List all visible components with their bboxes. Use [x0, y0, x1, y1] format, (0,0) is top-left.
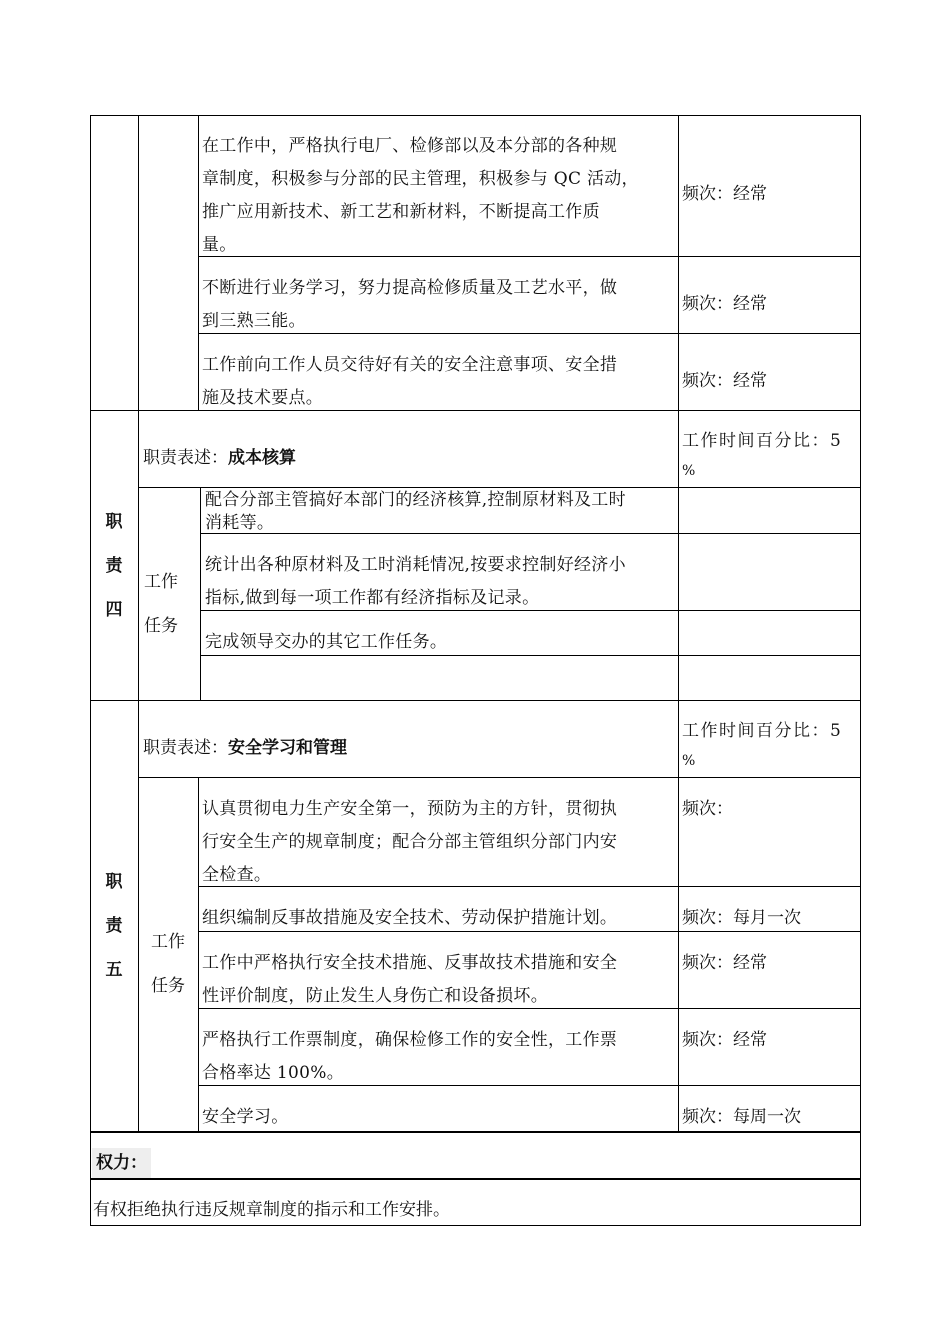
authority-label: 权力：	[92, 1148, 151, 1178]
task-frequency: 频次：每月一次	[682, 908, 801, 928]
duty-label: 职 责 五	[105, 872, 123, 980]
task-frequency: 频次：经常	[682, 184, 767, 204]
duty-description: 职责表述：安全学习和管理	[143, 738, 347, 758]
row-line	[138, 777, 861, 778]
col-divider-2c	[198, 778, 199, 1132]
task-text: 认真贯彻电力生产安全第一，预防为主的方针，贯彻执 行安全生产的规章制度；配合分部主管组织分部门内安 全检查。	[202, 799, 618, 885]
col-divider-3	[678, 115, 679, 1132]
task-text: 工作前向工作人员交待好有关的安全注意事项、安全措 施及技术要点。	[202, 355, 618, 408]
time-percentage: 工作时间百分比：5 %	[682, 431, 843, 479]
task-text: 配合分部主管搞好本部门的经济核算,控制原材料及工时 消耗等。	[205, 490, 626, 533]
col-divider-2	[198, 115, 199, 411]
task-frequency: 频次：经常	[682, 1030, 767, 1050]
task-text: 在工作中，严格执行电厂、检修部以及本分部的各种规 章制度，积极参与分部的民主管理，积极参与 QC 活动， 推广应用新技术、新工艺和新材料，不断提高工作质 量。	[202, 136, 639, 255]
task-frequency: 频次：	[682, 799, 733, 819]
duty-description: 职责表述：成本核算	[143, 448, 296, 468]
row-line	[90, 700, 861, 701]
task-frequency: 频次：经常	[682, 371, 767, 391]
col-divider-2b	[200, 488, 201, 701]
task-text: 不断进行业务学习，努力提高检修质量及工艺水平，做 到三熟三能。	[202, 278, 618, 331]
duty-label: 职 责 四	[105, 512, 123, 620]
time-percentage: 工作时间百分比：5 %	[682, 721, 843, 769]
task-text: 组织编制反事故措施及安全技术、劳动保护措施计划。	[202, 908, 618, 928]
task-label: 工作 任务	[144, 572, 178, 636]
task-text: 安全学习。	[202, 1107, 289, 1127]
authority-text: 有权拒绝执行违反规章制度的指示和工作安排。	[93, 1200, 450, 1220]
task-frequency: 频次：经常	[682, 294, 767, 314]
task-text: 统计出各种原材料及工时消耗情况,按要求控制好经济小 指标,做到每一项工作都有经济指标及记录。	[205, 555, 626, 608]
authority-divider	[90, 1178, 861, 1180]
task-frequency: 频次：每周一次	[682, 1107, 801, 1127]
task-text: 完成领导交办的其它工作任务。	[205, 632, 448, 652]
task-label: 工作 任务	[151, 932, 185, 996]
row-line	[138, 487, 861, 488]
task-frequency: 频次：经常	[682, 953, 767, 973]
task-text: 严格执行工作票制度，确保检修工作的安全性，工作票 合格率达 100%。	[202, 1030, 618, 1083]
task-text: 工作中严格执行安全技术措施、反事故技术措施和安全 性评价制度，防止发生人身伤亡和设备损坏。	[202, 953, 618, 1006]
